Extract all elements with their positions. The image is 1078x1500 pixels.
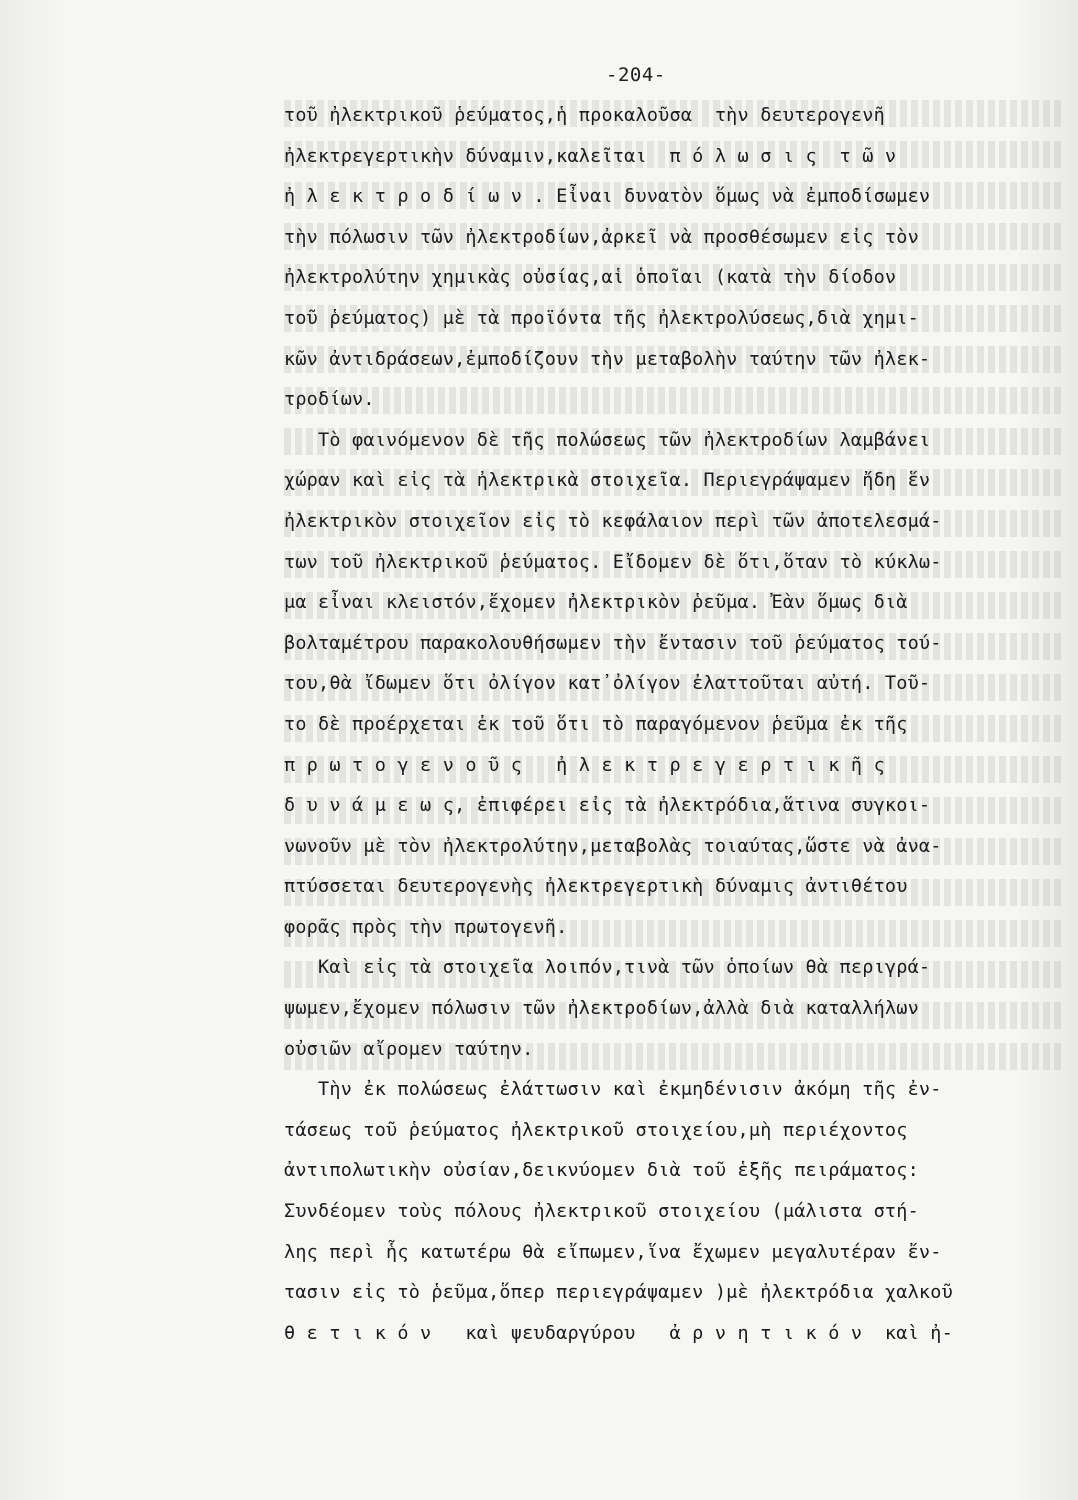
text-line: βολταμέτρου παρακολουθήσωμεν τὴν ἔντασιν τοῦ ῥεύματος τού- bbox=[284, 632, 942, 654]
text-line: ψωμεν,ἔχομεν πόλωσιν τῶν ἠλεκτροδίων,ἀλλὰ διὰ καταλλήλων bbox=[284, 998, 919, 1020]
text-line: τοῦ ῥεύματος) μὲ τὰ προϊόντα τῆς ἠλεκτρολύσεως,διὰ χημι- bbox=[284, 307, 919, 329]
text-line: τάσεως τοῦ ῥεύματος ἠλεκτρικοῦ στοιχείου,μὴ περιέχοντος bbox=[284, 1119, 908, 1141]
typewritten-text-body bbox=[284, 96, 1064, 1354]
text-line: φορᾶς πρὸς τὴν πρωτογενῆ. bbox=[284, 916, 568, 938]
text-line: τὴν πόλωσιν τῶν ἠλεκτροδίων,ἀρκεῖ νὰ προσθέσωμεν εἰς τὸν bbox=[284, 226, 919, 248]
text-line: οὐσιῶν αἴρομεν ταύτην. bbox=[284, 1038, 534, 1060]
text-line: τοῦ ἠλεκτρικοῦ ῥεύματος,ἡ προκαλοῦσα τὴν δευτερογενῆ bbox=[284, 105, 885, 126]
text-line: ἠλεκτρικὸν στοιχεῖον εἰς τὸ κεφάλαιον περὶ τῶν ἀποτελεσμά- bbox=[284, 510, 942, 532]
text-line: το δὲ προέρχεται ἐκ τοῦ ὅτι τὸ παραγόμενον ῥεῦμα ἐκ τῆς bbox=[284, 713, 908, 735]
text-line: θ ε τ ι κ ό ν καὶ ψευδαργύρου ἀ ρ ν η τ ι κ ό ν καὶ ἠ- bbox=[284, 1322, 953, 1344]
text-line: λης περὶ ἧς κατωτέρω θὰ εἴπωμεν,ἵνα ἔχωμεν μεγαλυτέραν ἔν- bbox=[284, 1241, 942, 1263]
text-line: μα εἶναι κλειστόν,ἔχομεν ἠλεκτρικὸν ῥεῦμα. Ἐὰν ὅμως διὰ bbox=[284, 592, 908, 614]
text-line: του,θὰ ἴδωμεν ὅτι ὀλίγον κατ᾽ὀλίγον ἐλαττοῦται αὐτή. Τοῦ- bbox=[284, 673, 931, 695]
text-line: Καὶ εἰς τὰ στοιχεῖα λοιπόν,τινὰ τῶν ὁποίων θὰ περιγρά- bbox=[284, 957, 931, 979]
text-line: τασιν εἰς τὸ ῥεῦμα,ὅπερ περιεγράψαμεν )μὲ ἠλεκτρόδια χαλκοῦ bbox=[284, 1282, 953, 1304]
text-line: Συνδέομεν τοὺς πόλους ἠλεκτρικοῦ στοιχείου (μάλιστα στή- bbox=[284, 1201, 919, 1223]
text-line: ἀντιπολωτικὴν οὐσίαν,δεικνύομεν διὰ τοῦ ἑξῆς πειράματος: bbox=[284, 1160, 919, 1182]
text-line: Τὸ φαινόμενον δὲ τῆς πολώσεως τῶν ἠλεκτροδίων λαμβάνει bbox=[284, 429, 931, 451]
text-line: δ υ ν ά μ ε ω ς, ἐπιφέρει εἰς τὰ ἠλεκτρόδια,ἅτινα συγκοι- bbox=[284, 795, 931, 817]
text-line: πτύσσεται δευτερογενὴς ἠλεκτρεγερτικὴ δύναμις ἀντιθέτου bbox=[284, 876, 908, 898]
text-line: κῶν ἀντιδράσεων,ἐμποδίζουν τὴν μεταβολὴν ταύτην τῶν ἠλεκ- bbox=[284, 348, 931, 370]
text-line: των τοῦ ἠλεκτρικοῦ ῥεύματος. Εἴδομεν δὲ ὅτι,ὅταν τὸ κύκλω- bbox=[284, 551, 942, 573]
text-line: νωνοῦν μὲ τὸν ἠλεκτρολύτην,μεταβολὰς τοιαύτας,ὥστε νὰ ἀνα- bbox=[284, 835, 942, 857]
text-line: ἠ λ ε κ τ ρ ο δ ί ω ν . Εἶναι δυνατὸν ὅμως νὰ ἐμποδίσωμεν bbox=[284, 186, 931, 208]
page-number: -204- bbox=[606, 64, 666, 86]
text-line: τροδίων. bbox=[284, 389, 375, 411]
text-line: ἠλεκτρολύτην χημικὰς οὐσίας,αἱ ὁποῖαι (κατὰ τὴν δίοδον bbox=[284, 267, 897, 289]
text-line: Τὴν ἐκ πολώσεως ἐλάττωσιν καὶ ἐκμηδένισιν ἀκόμη τῆς ἐν- bbox=[284, 1079, 942, 1101]
text-line: χώραν καὶ εἰς τὰ ἠλεκτρικὰ στοιχεῖα. Περιεγράψαμεν ἤδη ἕν bbox=[284, 470, 931, 492]
text-line: π ρ ω τ ο γ ε ν ο ῦ ς ἠ λ ε κ τ ρ ε γ ε ρ τ ι κ ῆ ς bbox=[284, 754, 885, 776]
text-line: ἠλεκτρεγερτικὴν δύναμιν,καλεῖται π ό λ ω σ ι ς τ ῶ ν bbox=[284, 145, 897, 167]
